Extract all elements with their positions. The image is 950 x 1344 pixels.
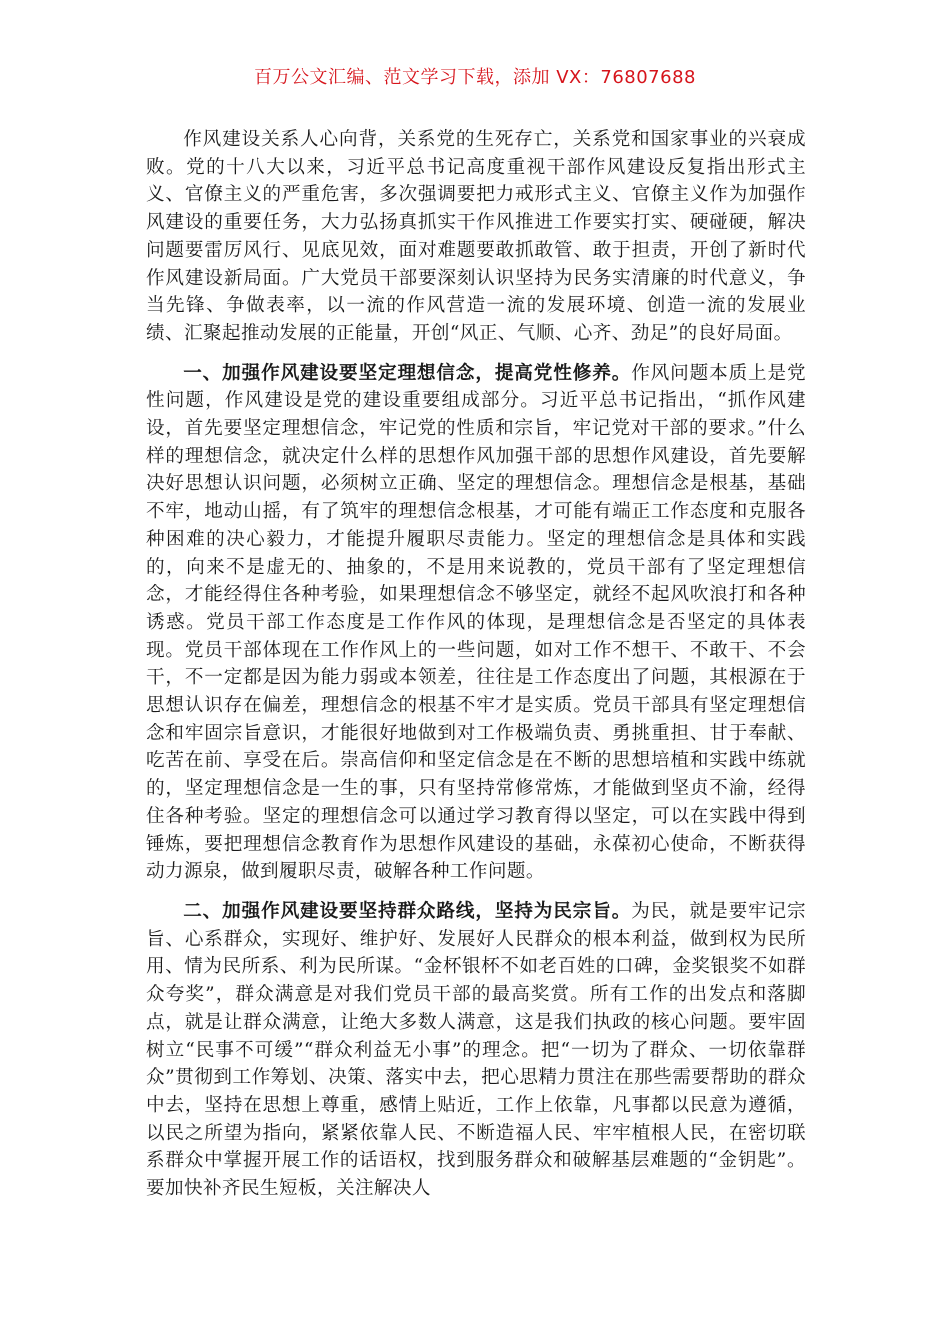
document-body (146, 126, 806, 1215)
intro-paragraph-text: 作风建设关系人心向背，关系党的生死存亡，关系党和国家事业的兴衰成败。党的十八大以来，习近平总书记高度重视干部作风建设反复指出形式主义、官僚主义的严重危害，多次强调要把力戒形式主义、官僚主义作为加强作风建设的重要任务，大力弘扬真抓实干作风推进工作要实打实、硬碰硬，解决问题要雷厉风行、见底见效，面对难题要敢抓敢管、敢于担责，开创了新时代作风建设新局面。广大党员干部要深刻认识坚持为民务实清廉的时代意义，争当先锋、争做表率，以一流的作风营造一流的发展环境、创造一流的发展业绩、汇聚起推动发展的正能量，开创“风正、气顺、心齐、劲足”的良好局面。 (146, 129, 806, 344)
section-one-text: 作风问题本质上是党性问题，作风建设是党的建设重要组成部分。习近平总书记指出，“抓作风建设，首先要坚定理想信念，牢记党的性质和宗旨，牢记党对干部的要求。”什么样的理想信念，就决定什么样的思想作风加强干部的思想作风建设，首先要解决好思想认识问题，必须树立正确、坚定的理想信念。理想信念是根基，基础不牢，地动山摇，有了筑牢的理想信念根基，才可能有端正工作态度和克服各种困难的决心毅力，才能提升履职尽责能力。坚定的理想信念是具体和实践的，向来不是虚无的、抽象的，不是用来说教的，党员干部有了坚定理想信念，才能经得住各种考验，如果理想信念不够坚定，就经不起风吹浪打和各种诱惑。党员干部工作态度是工作作风的体现，是理想信念是否坚定的具体表现。党员干部体现在工作作风上的一些问题，如对工作不想干、不敢干、不会干，不一定都是因为能力弱或本领差，往往是工作态度出了问题，其根源在于思想认识存在偏差，理想信念的根基不牢才是实质。党员干部具有坚定理想信念和牢固宗旨意识，才能很好地做到对工作极端负责、勇挑重担、甘于奉献、吃苦在前、享受在后。崇高信仰和坚定信念是在不断的思想培植和实践中练就的，坚定理想信念是一生的事，只有坚持常修常炼，才能做到坚贞不渝，经得住各种考验。坚定的理想信念可以通过学习教育得以坚定，可以在实践中得到锤炼，要把理想信念教育作为思想作风建设的基础，永葆初心使命，不断获得动力源泉，做到履职尽责，破解各种工作问题。 (146, 362, 807, 883)
section-two-text: 为民，就是要牢记宗旨、心系群众，实现好、维护好、发展好人民群众的根本利益，做到权为民所用、情为民所系、利为民所谋。“金杯银杯不如老百姓的口碑，金奖银奖不如群众夸奖”，群众满意是对我们党员干部的最高奖赏。所有工作的出发点和落脚点，就是让群众满意，让绝大多数人满意，这是我们执政的核心问题。要牢固树立“民事不可缓”“群众利益无小事”的理念。把“一切为了群众、一切依靠群众”贯彻到工作筹划、决策、落实中去，把心思精力贯注在那些需要帮助的群众中去，坚持在思想上尊重，感情上贴近，工作上依靠，凡事都以民意为遵循，以民之所望为指向，紧紧依靠人民、不断造福人民、牢牢植根人民，在密切联系群众中掌握开展工作的话语权，找到服务群众和破解基层难题的“金钥匙”。要加快补齐民生短板，关注解决人 (146, 900, 807, 1200)
section-one-paragraph (146, 360, 806, 886)
section-two-heading: 二、加强作风建设要坚持群众路线，坚持为民宗旨。 (183, 900, 632, 922)
section-one-heading: 一、加强作风建设要坚定理想信念，提高党性修养。 (183, 362, 632, 384)
header-watermark-note: 百万公文汇编、范文学习下载，添加 VX：76807688 (254, 67, 696, 88)
intro-paragraph (146, 126, 806, 348)
section-two-paragraph (146, 898, 806, 1203)
